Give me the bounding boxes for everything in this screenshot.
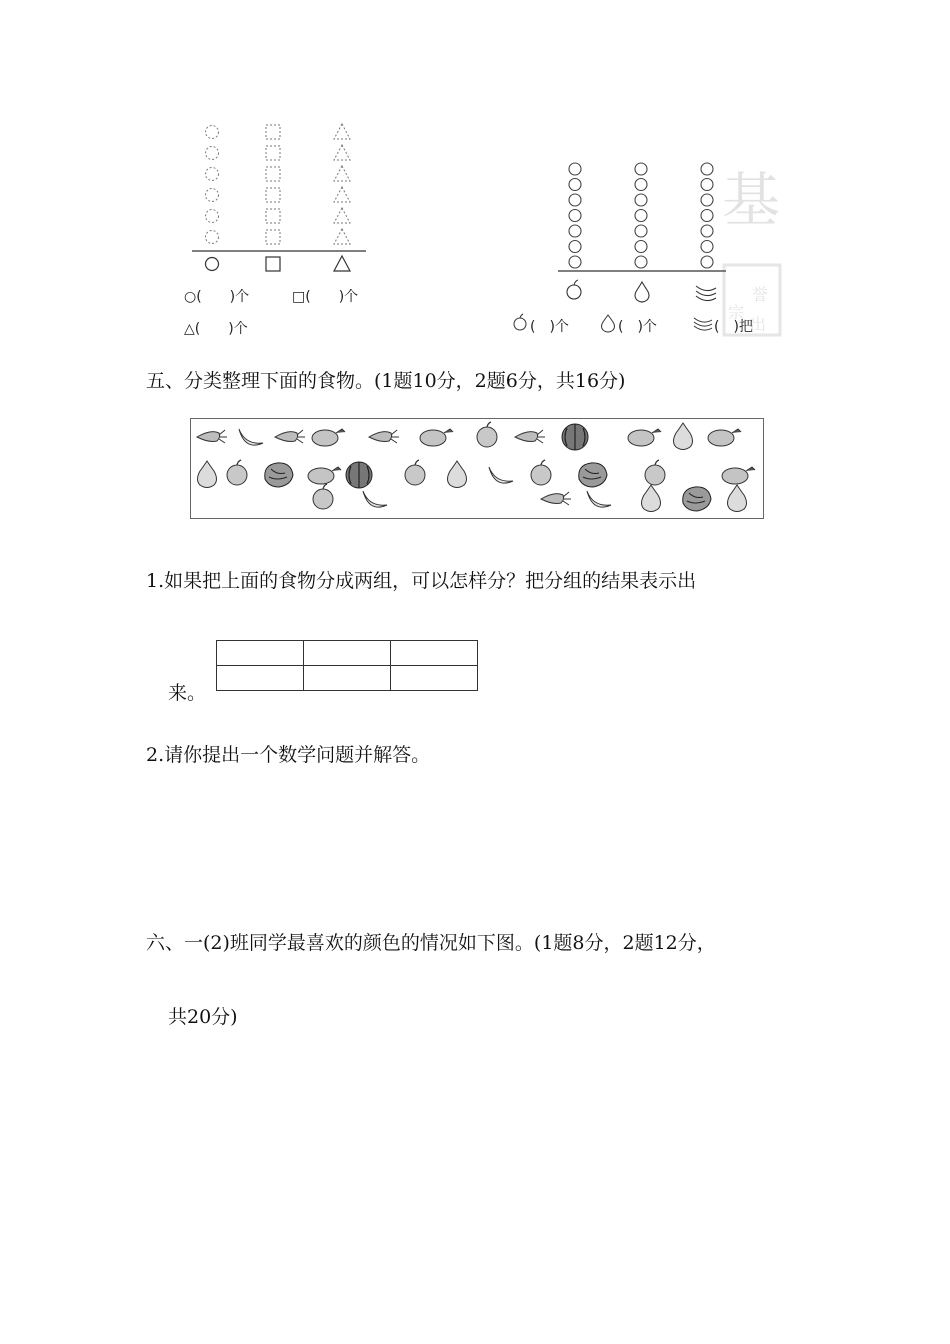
eggplant-icon bbox=[722, 467, 755, 484]
section5-question1-continuation: 来。 bbox=[168, 682, 207, 704]
pear-icon bbox=[448, 461, 467, 488]
pear-icon bbox=[674, 423, 693, 450]
cabbage-icon bbox=[683, 487, 711, 511]
section6-heading-line1: 六、一(2)班同学最喜欢的颜色的情况如下图。(1题8分，2题12分， bbox=[146, 932, 716, 954]
table-cell[interactable] bbox=[391, 666, 478, 691]
table-row bbox=[217, 641, 478, 666]
banana-icon bbox=[363, 491, 387, 507]
section5-question2: 2.请你提出一个数学问题并解答。 bbox=[146, 744, 431, 766]
svg-text:基: 基 bbox=[722, 166, 781, 234]
section5-question1: 1.如果把上面的食物分成两组，可以怎样分？把分组的结果表示出 bbox=[146, 570, 697, 592]
cabbage-icon bbox=[579, 463, 607, 487]
food-illustration bbox=[191, 419, 763, 518]
apple-icon bbox=[227, 460, 247, 485]
pear-icon bbox=[198, 461, 217, 488]
answer-banana-icon bbox=[694, 318, 712, 330]
classification-answer-table bbox=[216, 640, 478, 691]
section5-heading: 五、分类整理下面的食物。(1题10分，2题6分，共16分) bbox=[146, 370, 626, 392]
apple-icon bbox=[531, 460, 551, 485]
section6-heading-line2: 共20分) bbox=[168, 1006, 238, 1028]
banana-icon bbox=[239, 429, 263, 445]
table-cell[interactable] bbox=[391, 641, 478, 666]
carrot-icon bbox=[515, 430, 545, 443]
eggplant-icon bbox=[628, 429, 661, 446]
eggplant-icon bbox=[420, 429, 453, 446]
carrot-icon bbox=[197, 430, 227, 443]
cabbage-icon bbox=[265, 463, 293, 487]
watermelon-icon bbox=[562, 424, 588, 450]
table-cell[interactable] bbox=[217, 666, 304, 691]
apple-icon bbox=[405, 460, 425, 485]
carrot-icon bbox=[275, 430, 305, 443]
svg-text:誉: 誉 bbox=[752, 285, 769, 304]
apple-icon bbox=[477, 422, 497, 447]
banana-count-answer[interactable]: ( )把 bbox=[714, 319, 753, 335]
carrot-icon bbox=[541, 492, 571, 505]
food-picture-box bbox=[190, 418, 764, 519]
circle-count-answer[interactable]: ○( )个 bbox=[184, 289, 250, 305]
apple-count-answer[interactable]: ( )个 bbox=[530, 319, 569, 335]
pear-count-answer[interactable]: ( )个 bbox=[618, 319, 657, 335]
table-cell[interactable] bbox=[304, 666, 391, 691]
banana-icon bbox=[489, 467, 513, 483]
answer-icons bbox=[0, 0, 950, 340]
square-count-answer[interactable]: □( )个 bbox=[292, 289, 359, 305]
eggplant-icon bbox=[308, 467, 341, 484]
eggplant-icon bbox=[708, 429, 741, 446]
watermelon-icon bbox=[346, 462, 372, 488]
carrot-icon bbox=[369, 430, 399, 443]
svg-text:宗: 宗 bbox=[728, 303, 745, 322]
eggplant-icon bbox=[312, 429, 345, 446]
table-cell[interactable] bbox=[304, 641, 391, 666]
answer-apple-icon bbox=[514, 314, 526, 330]
apple-icon bbox=[313, 484, 333, 509]
banana-icon bbox=[587, 491, 611, 507]
triangle-count-answer[interactable]: △( )个 bbox=[184, 321, 248, 337]
table-row bbox=[217, 666, 478, 691]
table-cell[interactable] bbox=[217, 641, 304, 666]
svg-text:出: 出 bbox=[750, 315, 767, 334]
apple-icon bbox=[645, 460, 665, 485]
answer-pear-icon bbox=[602, 315, 615, 332]
pear-icon bbox=[728, 485, 747, 512]
pear-icon bbox=[642, 485, 661, 512]
